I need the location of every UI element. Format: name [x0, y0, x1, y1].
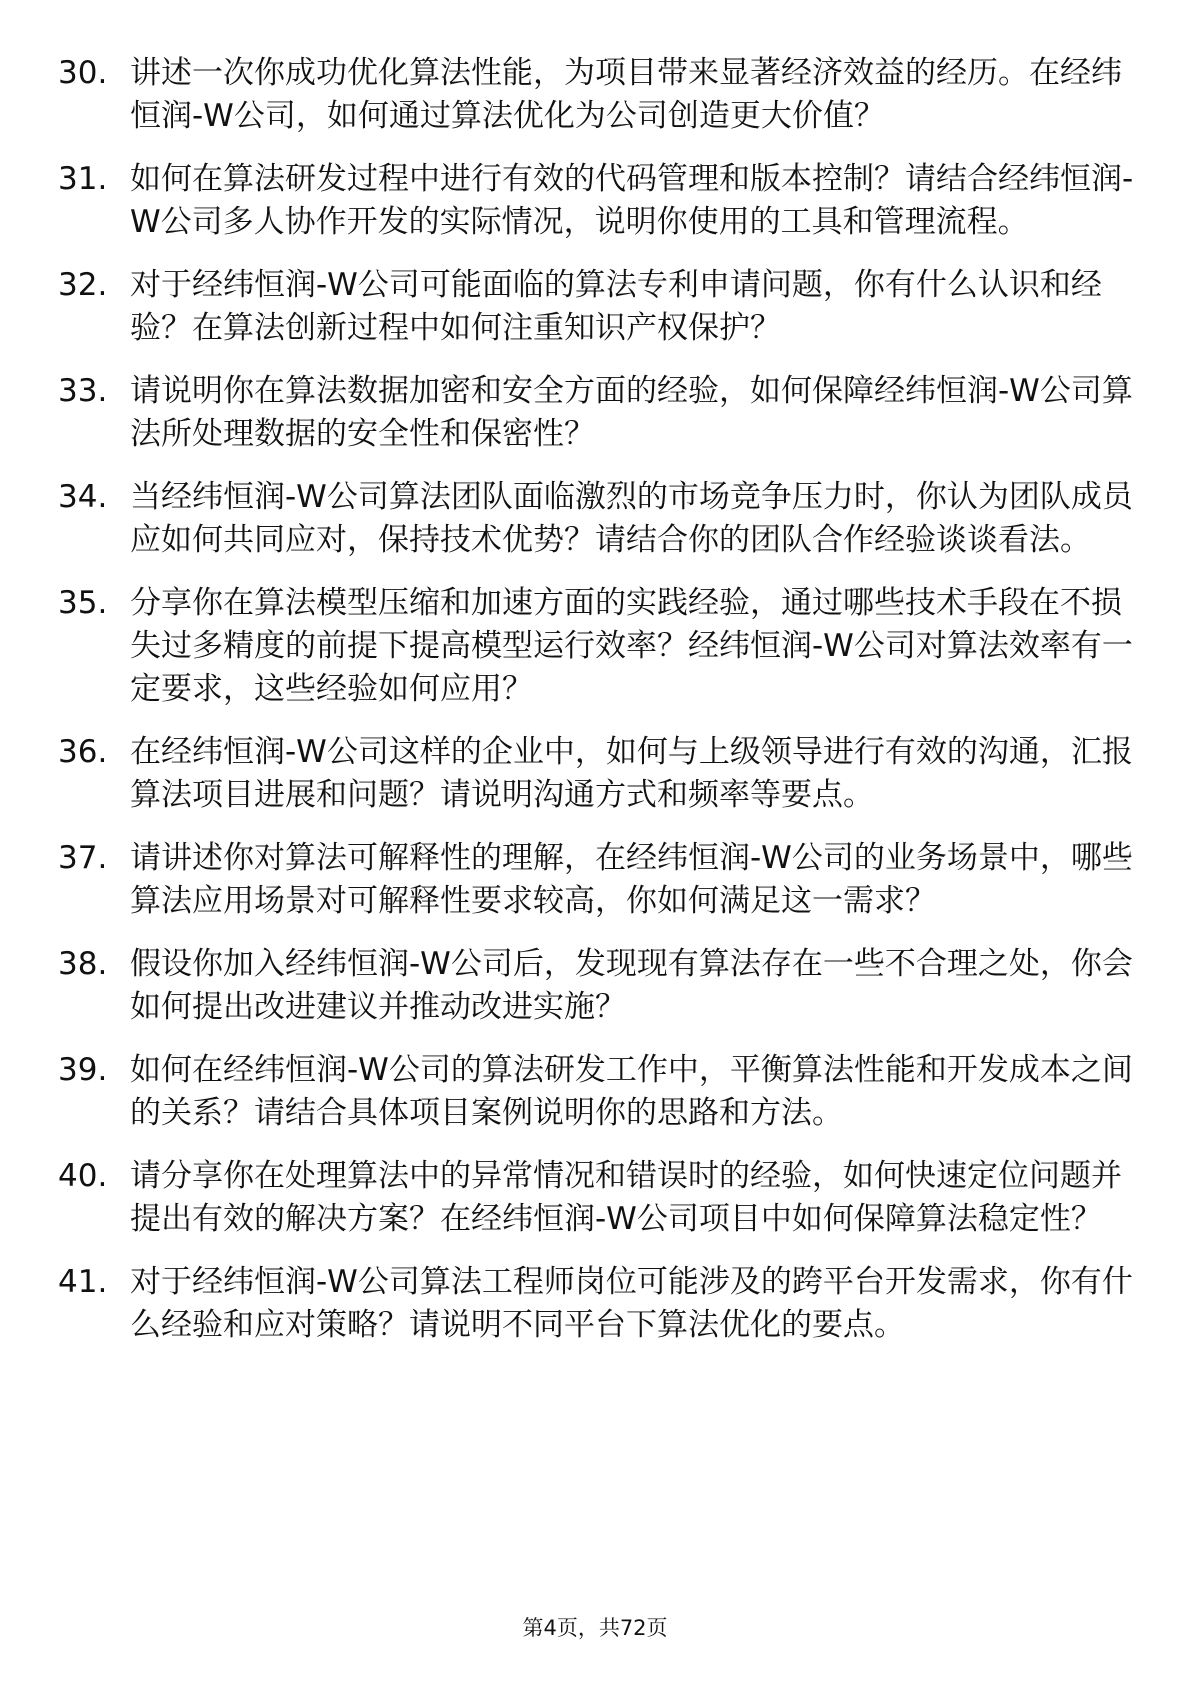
question-number: 39. — [58, 1052, 108, 1088]
page-footer: 第4页，共72页 — [522, 1616, 668, 1640]
question-number: 30. — [58, 55, 108, 91]
question-text: 请说明你在算法数据加密和安全方面的经验，如何保障经纬恒润-W公司算法所处理数据的安全性和保密性？ — [130, 373, 1133, 452]
question-number: 32. — [58, 267, 108, 303]
question-text: 如何在经纬恒润-W公司的算法研发工作中，平衡算法性能和开发成本之间的关系？请结合具体项目案例说明你的思路和方法。 — [130, 1052, 1133, 1131]
list-item — [58, 264, 1138, 350]
list-item — [58, 52, 1138, 138]
question-number: 41. — [58, 1264, 108, 1300]
question-text: 讲述一次你成功优化算法性能，为项目带来显著经济效益的经历。在经纬恒润-W公司，如何通过算法优化为公司创造更大价值？ — [130, 55, 1122, 134]
question-text: 如何在算法研发过程中进行有效的代码管理和版本控制？请结合经纬恒润-W公司多人协作开发的实际情况，说明你使用的工具和管理流程。 — [130, 161, 1134, 240]
list-item — [58, 1261, 1138, 1347]
list-item — [58, 837, 1138, 923]
question-text: 对于经纬恒润-W公司算法工程师岗位可能涉及的跨平台开发需求，你有什么经验和应对策略？请说明不同平台下算法优化的要点。 — [130, 1264, 1133, 1343]
question-text: 请分享你在处理算法中的异常情况和错误时的经验，如何快速定位问题并提出有效的解决方案？在经纬恒润-W公司项目中如何保障算法稳定性？ — [130, 1158, 1122, 1237]
question-text: 分享你在算法模型压缩和加速方面的实践经验，通过哪些技术手段在不损失过多精度的前提下提高模型运行效率？经纬恒润-W公司对算法效率有一定要求，这些经验如何应用？ — [130, 585, 1133, 707]
list-item — [58, 476, 1138, 562]
list-item — [58, 1049, 1138, 1135]
list-item — [58, 943, 1138, 1029]
list-item — [58, 582, 1138, 711]
question-number: 36. — [58, 734, 108, 770]
list-item — [58, 1155, 1138, 1241]
list-item — [58, 731, 1138, 817]
question-number: 34. — [58, 479, 108, 515]
list-item — [58, 158, 1138, 244]
question-text: 假设你加入经纬恒润-W公司后，发现现有算法存在一些不合理之处，你会如何提出改进建议并推动改进实施？ — [130, 946, 1133, 1025]
question-text: 对于经纬恒润-W公司可能面临的算法专利申请问题，你有什么认识和经验？在算法创新过程中如何注重知识产权保护？ — [130, 267, 1102, 346]
question-text: 请讲述你对算法可解释性的理解，在经纬恒润-W公司的业务场景中，哪些算法应用场景对可解释性要求较高，你如何满足这一需求？ — [130, 840, 1133, 919]
question-number: 37. — [58, 840, 108, 876]
question-text: 当经纬恒润-W公司算法团队面临激烈的市场竞争压力时，你认为团队成员应如何共同应对，保持技术优势？请结合你的团队合作经验谈谈看法。 — [130, 479, 1133, 558]
question-number: 33. — [58, 373, 108, 409]
question-list — [58, 52, 1138, 1367]
question-text: 在经纬恒润-W公司这样的企业中，如何与上级领导进行有效的沟通，汇报算法项目进展和问题？请说明沟通方式和频率等要点。 — [130, 734, 1133, 813]
list-item — [58, 370, 1138, 456]
question-number: 31. — [58, 161, 108, 197]
question-number: 40. — [58, 1158, 108, 1194]
question-number: 35. — [58, 585, 108, 621]
question-number: 38. — [58, 946, 108, 982]
